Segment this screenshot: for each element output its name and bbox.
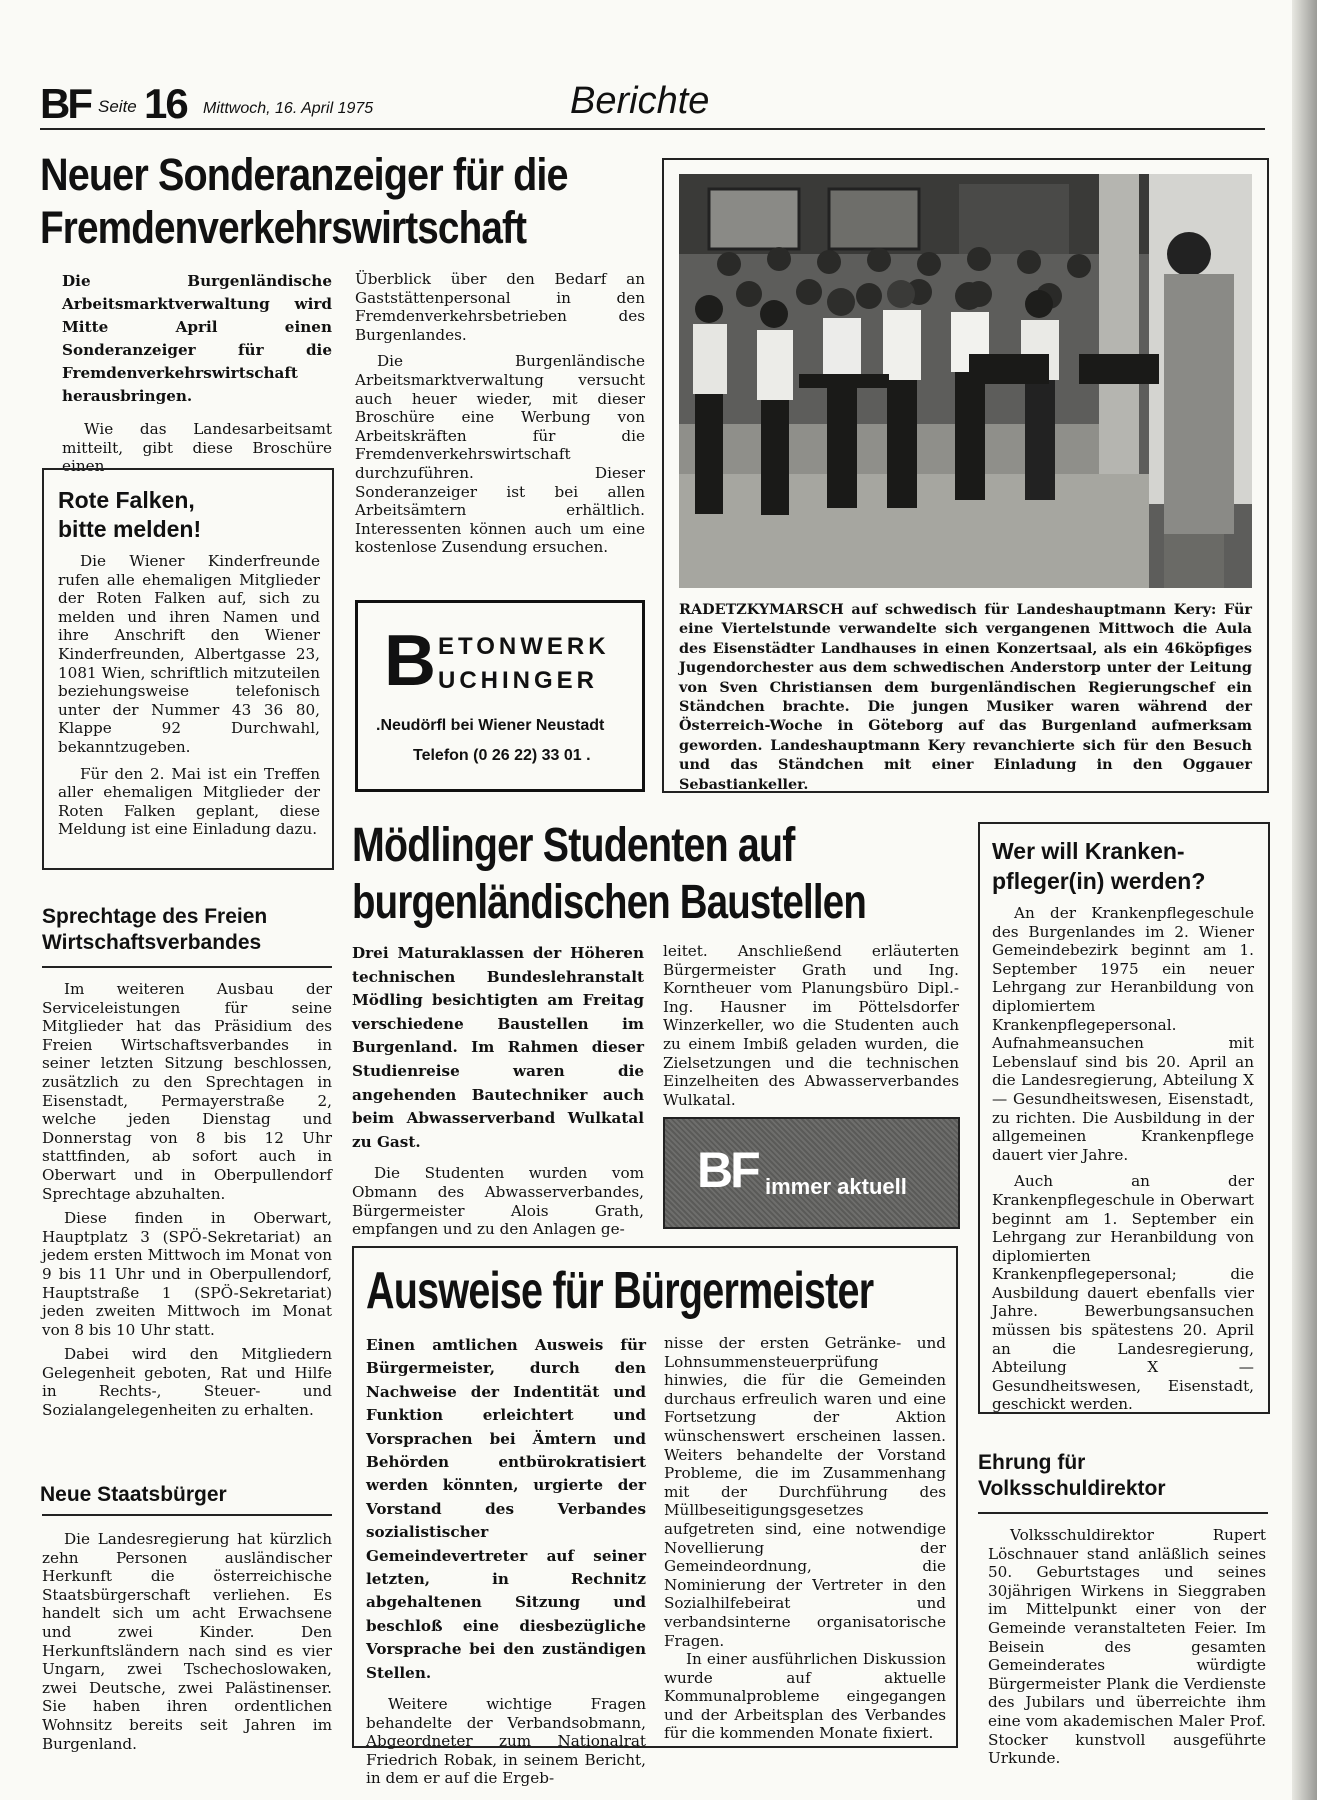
falken-title-line1: Rote Falken, <box>58 487 195 513</box>
ehrung-paragraph: Volksschuldirektor Rupert Löschnauer stand anläßlich seines 50. Geburtstages und seines 30jährigen Wirkens in Sieggraben im Mittelpunkt einer von der Gemeinde veranstalteten Feier. Im Beisein des gesamten Gemeinderates würdigte Bürgermeister Plank die Verdienste des Jubilars und überreichte ihm eine vom akademischen Maler Prof. Stocker kunstvoll ausgeführte Urkunde. <box>988 1526 1266 1768</box>
page-number: 16 <box>144 80 187 127</box>
article1-col2 <box>355 270 645 557</box>
ausweise-box <box>352 1246 958 1788</box>
ausweise-lead: Einen amtlichen Ausweis für Bürgermeister, durch den Nachweise der Indentität und Funktion erleichtert und Vorsprachen bei Ämtern und Behörden entbürokratisiert werden könnten, urgierte der Vorstand des Verbandes sozialistischer Gemeindevertreter auf seiner letzten, in Rechnitz abgehaltenen Sitzung und beschloß eine diesbezügliche Vorsprache bei den zuständigen Stellen. <box>366 1336 646 1682</box>
ehrung-title-line2: Volksschuldirektor <box>978 1477 1166 1500</box>
article1-lead: Die Burgenländische Arbeitsmarktverwaltung wird Mitte April einen Sonderanzeiger für die Fremdenverkehrswirtschaft herausbringen. <box>62 272 332 405</box>
ehrung-section <box>978 1450 1270 1502</box>
moedling-col1 <box>352 942 644 1239</box>
sprechtage-title-line1: Sprechtage des Freien <box>42 905 268 928</box>
betonwerk-phone: Telefon (0 26 22) 33 01 . <box>413 747 591 764</box>
kranken-paragraph: An der Krankenpflegeschule des Burgenlandes im 2. Wiener Gemeindebezirk beginnt am 1. September 1975 ein neuer Lehrgang zur Heranbildung von diplomiertem Krankenpflegepersonal. Aufnahmeansuchen mit Lebenslauf sind bis 20. April an die Landesregierung, Abteilung X — Gesundheitswesen, Eisenstadt, zu richten. Die Ausbildung in der allgemeinen Krankenpflege dauert vier Jahre. <box>992 904 1254 1164</box>
bf-ad-slogan: immer aktuell <box>765 1174 907 1199</box>
moedling-paragraph: leitet. Anschließend erläuterten Bürgermeister Grath und Ing. Korntheuer vom Planungsbüro Dipl.-Ing. Hausner im Pöttelsdorfer Winzerkeller, wo die Studenten auch zu einem Imbiß geladen wurden, die Zielsetzungen und die technischen Einzelheiten des Abwasserverbandes Wulkatal. <box>663 942 959 1109</box>
bf-ad-logo: BF <box>697 1142 758 1198</box>
ausweise-paragraph: Weitere wichtige Fragen behandelte der Verbandsobmann, Abgeordneter zum Nationalrat Friedrich Robak, in seinem Bericht, in dem er auf die Ergeb- <box>366 1695 646 1788</box>
article1-paragraph: Überblick über den Bedarf an Gaststättenpersonal in den Fremdenverkehrsbetrieben des Burgenlandes. <box>355 270 645 344</box>
bf-ad <box>663 1117 960 1229</box>
page-edge <box>1292 0 1317 1800</box>
page-label: Seite <box>98 97 137 116</box>
photo-caption: RADETZKYMARSCH auf schwedisch für Landeshauptmann Kery: Für eine Viertelstunde verwandelte sich vergangenen Mittwoch die Aula des Eisenstädter Landhauses in einen Konzertsaal, als ein 46köpfiges Jugendorchester aus dem schwedischen Anderstorp unter der Leitung von Sven Christiansen dem burgenländischen Regierungschef ein Ständchen brachte. Die jungen Musiker waren während der Österreich-Woche in Göteborg auf das Burgenland aufmerksam geworden. Landeshauptmann Kery revanchierte sich für den Besuch und das Ständchen mit einer Einladung in den Oggauer Sebastiankeller. <box>679 601 1252 793</box>
logo: BF <box>40 80 90 127</box>
staatsbuerger-rule <box>42 1514 332 1516</box>
staatsbuerger-body <box>42 1530 332 1753</box>
ausweise-paragraph: nisse der ersten Getränke- und Lohnsummensteuerprüfung hinwies, die für die Gemeinden durchaus erfreulich waren und eine Fortsetzung der Aktion wünschenswert erscheinen lassen. Weiters behandelte der Vorstand Probleme, die im Zusammenhang mit der Durchführung des Müllbeseitigungsgesetzes aufgetreten sind, eine notwendige Novellierung der Gemeindeordnung, die Nominierung der Vertreter in den Sozialhilfebeirat und verbandsinterne organisatorische Fragen. <box>664 1334 946 1650</box>
photo-box <box>662 158 1269 793</box>
falken-paragraph: Die Wiener Kinderfreunde rufen alle ehemaligen Mitglieder der Roten Falken auf, sich zu melden und ihren Namen und ihre Anschrift den Wiener Kinderfreunden, Albertgasse 23, 1081 Wien, schriftlich mitzuteilen beziehungsweise telefonisch unter der Nummer 43 36 80, Klappe 92 Durchwahl, bekanntzugeben. <box>58 552 320 756</box>
article1-col1 <box>62 270 332 476</box>
staatsbuerger-title: Neue Staatsbürger <box>40 1483 227 1506</box>
ausweise-col2 <box>664 1334 946 1743</box>
kranken-box <box>978 822 1270 1414</box>
section-title: Berichte <box>570 80 710 122</box>
betonwerk-line1: ETONWERK <box>438 633 610 660</box>
falken-paragraph: Für den 2. Mai ist ein Treffen aller ehemaligen Mitglieder der Roten Falken geplant, diese Meldung ist eine Einladung dazu. <box>58 764 320 839</box>
article1-paragraph: Die Burgenländische Arbeitsmarktverwaltung versucht auch heuer wieder, mit dieser Broschüre eine Werbung von Arbeitskräften für die Fremdenverkehrswirtschaft durchzuführen. Dieser Sonderanzeiger ist bei allen Arbeitsämtern erhältlich. Interessenten können auch um eine kostenlose Zusendung ersuchen. <box>355 352 645 557</box>
ehrung-body <box>988 1526 1266 1768</box>
falken-title-line2: bitte melden! <box>58 516 202 542</box>
sprechtage-paragraph: Dabei wird den Mitgliedern Gelegenheit geboten, Rat und Hilfe in Rechts-, Steuer- und Sozialangelegenheiten zu erhalten. <box>42 1345 332 1420</box>
article1-headline-line2: Fremdenverkehrswirtschaft <box>40 202 527 253</box>
sprechtage-title-line2: Wirtschaftsverbandes <box>42 931 262 954</box>
orchestra-photo <box>679 174 1252 588</box>
moedling-lead: Drei Maturaklassen der Höheren technischen Bundeslehranstalt Mödling besichtigten am Freitag verschiedene Baustellen im Burgenland. Im Rahmen dieser Studienreise waren die angehenden Bautechniker auch beim Abwasserverband Wulkatal zu Gast. <box>352 944 644 1151</box>
ausweise-col1 <box>366 1334 646 1788</box>
masthead-rule <box>40 128 1265 130</box>
kranken-title-line2: pfleger(in) werden? <box>992 868 1206 894</box>
masthead <box>40 80 1265 130</box>
betonwerk-initial: B <box>384 621 436 701</box>
ehrung-rule <box>978 1512 1268 1514</box>
staatsbuerger-paragraph: Die Landesregierung hat kürzlich zehn Personen ausländischer Herkunft die österreichische Staatsbürgerschaft verliehen. Es handelt sich um acht Erwachsene und zwei Kinder. Den Herkunftsländern nach sind es vier Ungarn, zwei Tschechoslowaken, zwei Deutsche, zwei Palästinenser. Sie haben ihren ordentlichen Wohnsitz bereits seit Jahren im Burgenland. <box>42 1530 332 1753</box>
sprechtage-rule <box>42 966 332 968</box>
moedling-col2 <box>663 942 959 1109</box>
ausweise-headline: Ausweise für Bürgermeister <box>366 1262 874 1320</box>
ehrung-title-line1: Ehrung für <box>978 1451 1086 1474</box>
moedling-headline-line2: burgenländischen Baustellen <box>352 876 866 929</box>
falken-box <box>42 468 334 870</box>
issue-date: Mittwoch, 16. April 1975 <box>203 100 374 117</box>
moedling-headline-line1: Mödlinger Studenten auf <box>352 819 795 872</box>
moedling-paragraph: Die Studenten wurden vom Obmann des Abwasserverbandes, Bürgermeister Alois Grath, empfangen und zu den Anlagen ge- <box>352 1164 644 1239</box>
ausweise-paragraph: In einer ausführlichen Diskussion wurde auf aktuelle Kommunalprobleme eingegangen und der Arbeitsplan des Verbandes für die kommenden Monate fixiert. <box>664 1650 946 1743</box>
kranken-title-line1: Wer will Kranken- <box>992 838 1185 864</box>
article1-paragraph: Wie das Landesarbeitsamt mitteilt, gibt diese Broschüre einen <box>62 420 332 476</box>
sprechtage-section <box>42 904 334 956</box>
betonwerk-address: .Neudörfl bei Wiener Neustadt <box>376 717 605 734</box>
kranken-paragraph: Auch an der Krankenpflegeschule in Oberwart beginnt am 1. September ein Lehrgang zur Heranbildung von diplomierten Krankenpflegepersonal; die Ausbildung dauert ebenfalls vier Jahre. Bewerbungsansuchen müssen bis spätestens 20. April an die Landesregierung, Abteilung X — Gesundheitswesen, Eisenstadt, geschickt werden. <box>992 1172 1254 1414</box>
betonwerk-line2: UCHINGER <box>438 667 599 694</box>
sprechtage-paragraph: Diese finden in Oberwart, Hauptplatz 3 (SPÖ-Sekretariat) an jedem ersten Mittwoch im Monat von 9 bis 11 Uhr und in Oberpullendorf, Hauptstraße 1 (SPÖ-Sekretariat) jeden zweiten Mittwoch im Monat von 8 bis 10 Uhr statt. <box>42 1209 332 1339</box>
sprechtage-body <box>42 980 332 1420</box>
betonwerk-ad <box>355 600 645 792</box>
article1-headline-line1: Neuer Sonderanzeiger für die <box>40 149 568 200</box>
sprechtage-paragraph: Im weiteren Ausbau der Serviceleistungen für seine Mitglieder hat das Präsidium des Freien Wirtschaftsverbandes in seiner letzten Sitzung beschlossen, zusätzlich zu den Sprechtagen in Eisenstadt, Permayerstraße 2, welche jeden Dienstag und Donnerstag von 8 bis 12 Uhr stattfinden, ab sofort auch in Oberwart und in Oberpullendorf Sprechtage abzuhalten. <box>42 980 332 1203</box>
